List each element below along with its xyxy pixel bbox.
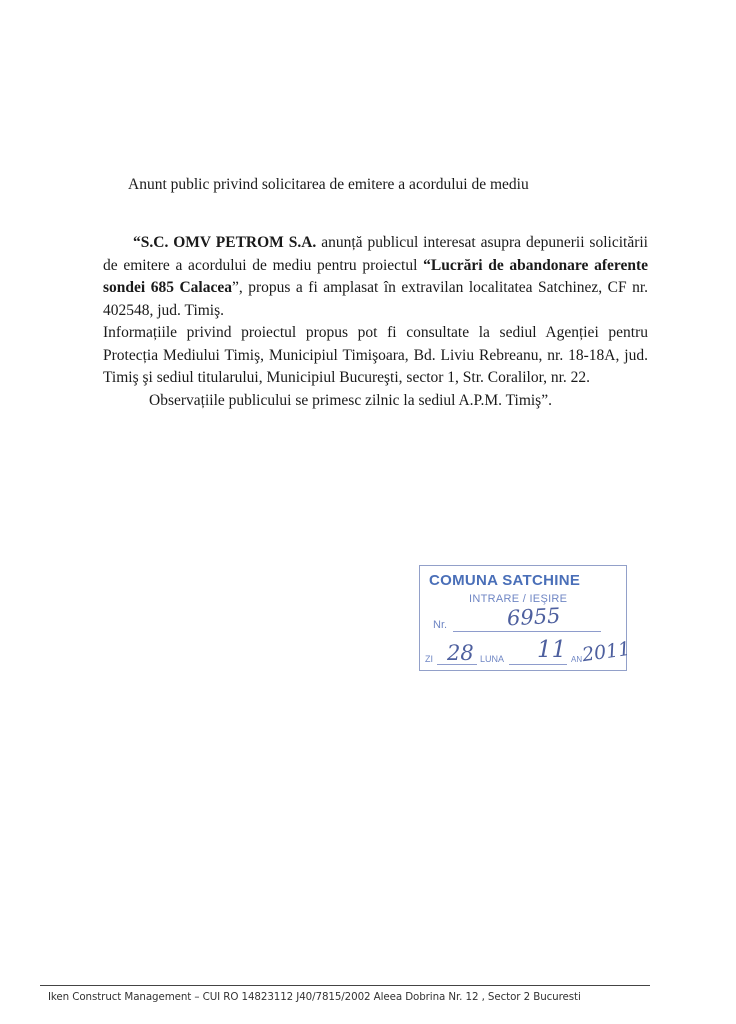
stamp-zi-value: 28: [447, 641, 474, 665]
stamp-nr-label: Nr.: [433, 619, 448, 631]
stamp-luna-value: 11: [537, 637, 567, 663]
stamp-zi-label: ZI: [425, 654, 433, 664]
stamp-an-value: 2011: [580, 637, 632, 667]
project-name: “Lucrări de abandonare aferente sondei 685 Calacea: [103, 256, 649, 296]
footer-divider: [40, 985, 650, 986]
company-name: “S.C. OMV PETROM S.A.: [133, 234, 317, 251]
stamp-subtitle: INTRARE / IEŞIRE: [469, 593, 568, 605]
footer-company-info: Iken Construct Management – CUI RO 14823112 J40/7815/2002 Aleea Dobrina Nr. 12 , Sector 2 Bucuresti: [48, 991, 581, 1003]
paragraph-information: Informațiile privind proiectul propus pot fi consultate la sediul Agenției pentru Protecția Mediului Timiş, Municipiul Timişoara, Bd. Liviu Rebreanu, nr. 18-18A, jud. Timiş şi sediul titularului, Municipiul Bucureşti, sector 1, Str. Coralilor, nr. 22.: [103, 324, 648, 386]
stamp-luna-label: LUNA: [480, 654, 505, 664]
announcement-text-a: anunță publicul interesat asupra depunerii solicitării de emitere a acordului de mediu pentru proiectul: [103, 234, 648, 274]
announcement-body: [103, 232, 648, 412]
stamp-title: COMUNA SATCHINE: [429, 572, 581, 589]
stamp-nr-line: [453, 631, 601, 632]
registration-stamp: [419, 565, 631, 673]
paragraph-observations: Observațiile publicului se primesc zilnic la sediul A.P.M. Timiş”.: [149, 391, 552, 409]
stamp-luna-line: [509, 664, 567, 665]
announcement-text-b: ”, propus a fi amplasat în extravilan localitatea Satchinez, CF nr. 402548, jud. Timiş.: [103, 279, 649, 319]
stamp-nr-value: 6955: [506, 603, 562, 631]
paragraph-announcement: [103, 232, 648, 322]
stamp-an-label: AN: [571, 655, 583, 664]
document-title: Anunt public privind solicitarea de emitere a acordului de mediu: [128, 176, 529, 193]
